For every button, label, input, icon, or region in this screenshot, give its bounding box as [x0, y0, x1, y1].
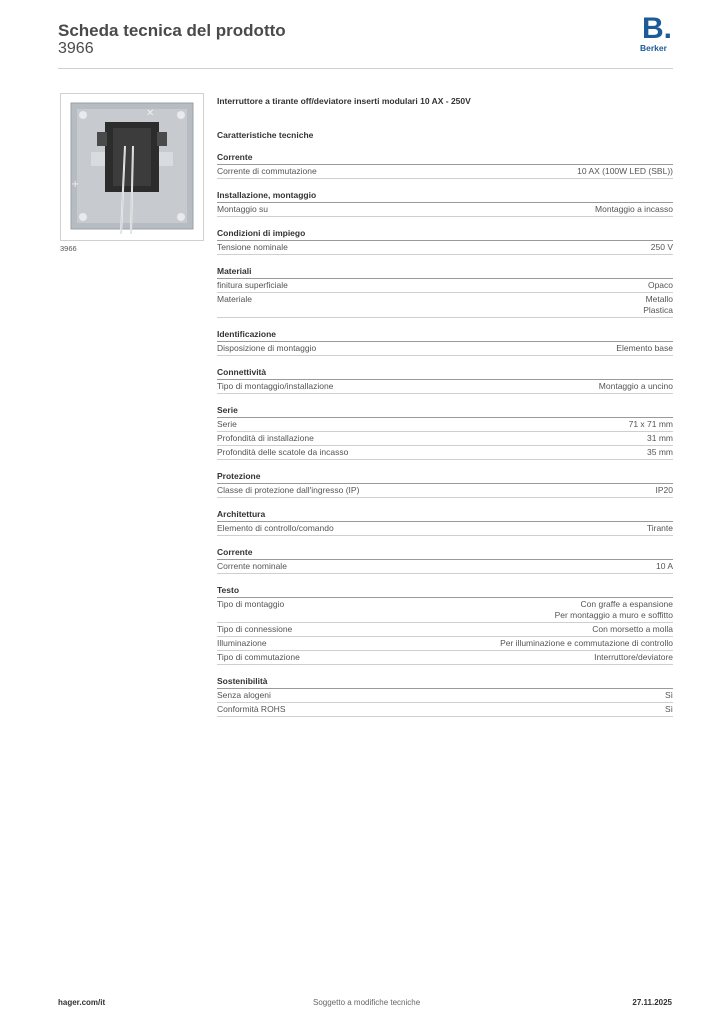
spec-label: Corrente di commutazione	[217, 166, 317, 176]
spec-section	[217, 676, 673, 717]
section-title: Installazione, montaggio	[217, 190, 673, 203]
spec-value	[629, 419, 673, 430]
spec-section	[217, 152, 673, 179]
spec-label: Montaggio su	[217, 204, 269, 214]
spec-section	[217, 585, 673, 665]
spec-row	[217, 446, 673, 460]
spec-row	[217, 342, 673, 356]
spec-value	[577, 166, 673, 177]
spec-sections	[217, 152, 673, 717]
spec-value-line: Sì	[664, 690, 673, 700]
spec-value	[500, 638, 673, 649]
logo-letter: B.	[642, 12, 672, 45]
spec-row	[217, 560, 673, 574]
svg-text:✕: ✕	[146, 108, 155, 119]
product-code: 3966	[58, 40, 94, 57]
berker-logo	[640, 12, 674, 54]
spec-value-line: Per illuminazione e commutazione di controllo	[500, 638, 673, 648]
footer-website: hager.com/it	[58, 998, 106, 1007]
spec-value-line: Montaggio a incasso	[595, 204, 673, 214]
section-title: Materiali	[217, 266, 673, 279]
spec-value-line: Plastica	[643, 305, 673, 315]
spec-row	[217, 432, 673, 446]
spec-section	[217, 190, 673, 217]
spec-value	[555, 599, 673, 621]
spec-value	[651, 242, 673, 253]
spec-label: Elemento di controllo/comando	[217, 523, 334, 533]
spec-value	[595, 204, 673, 215]
spec-row	[217, 651, 673, 665]
spec-label: finitura superficiale	[217, 280, 288, 290]
spec-value-line: Con morsetto a molla	[592, 624, 673, 634]
spec-label: Tipo di connessione	[217, 624, 293, 634]
spec-label: Materiale	[217, 294, 252, 304]
section-title: Serie	[217, 405, 673, 418]
spec-label: Profondità di installazione	[217, 433, 314, 443]
section-title: Protezione	[217, 471, 673, 484]
spec-value	[647, 523, 673, 534]
spec-row	[217, 689, 673, 703]
spec-label: Profondità delle scatole da incasso	[217, 447, 349, 457]
spec-value-line: 10 AX (100W LED (SBL))	[577, 166, 673, 176]
spec-value-line: Interruttore/deviatore	[594, 652, 673, 662]
spec-value-line: 250 V	[650, 242, 673, 252]
spec-section	[217, 547, 673, 574]
spec-value-line: Elemento base	[616, 343, 673, 353]
section-title: Architettura	[217, 509, 673, 522]
spec-value-line: IP20	[655, 485, 673, 495]
section-title: Corrente	[217, 152, 673, 165]
spec-section	[217, 405, 673, 460]
spec-label: Classe di protezione dall'ingresso (IP)	[217, 485, 360, 495]
spec-value-line: 10 A	[655, 561, 673, 571]
spec-value	[665, 704, 673, 715]
spec-section	[217, 367, 673, 394]
section-title: Connettività	[217, 367, 673, 380]
section-title: Corrente	[217, 547, 673, 560]
spec-content	[217, 96, 673, 717]
spec-value	[656, 561, 673, 572]
spec-value-line: Opaco	[647, 280, 673, 290]
spec-label: Corrente nominale	[217, 561, 287, 571]
spec-row	[217, 380, 673, 394]
spec-row	[217, 598, 673, 623]
image-caption: 3966	[60, 244, 77, 253]
spec-label: Senza alogeni	[217, 690, 271, 700]
logo-word: Berker	[640, 43, 667, 53]
spec-value-line: Sì	[664, 704, 673, 714]
spec-section	[217, 509, 673, 536]
spec-value	[616, 343, 673, 354]
spec-label: Conformità ROHS	[217, 704, 286, 714]
spec-value	[665, 690, 673, 701]
spec-value	[647, 433, 673, 444]
product-image	[60, 93, 204, 241]
spec-section	[217, 329, 673, 356]
spec-value-line: 71 x 71 mm	[628, 419, 673, 429]
characteristics-heading: Caratteristiche tecniche	[217, 130, 314, 140]
header-rule	[58, 68, 673, 69]
spec-row	[217, 293, 673, 318]
spec-row	[217, 484, 673, 498]
spec-value-line: Montaggio a uncino	[598, 381, 673, 391]
spec-row	[217, 637, 673, 651]
spec-value	[648, 280, 673, 291]
section-title: Sostenibilità	[217, 676, 673, 689]
spec-label: Tipo di montaggio	[217, 599, 285, 609]
footer-note: Soggetto a modifiche tecniche	[313, 998, 421, 1007]
section-title: Condizioni di impiego	[217, 228, 673, 241]
svg-text:+: +	[71, 179, 80, 190]
spec-value	[599, 381, 673, 392]
spec-section	[217, 266, 673, 318]
footer-date: 27.11.2025	[632, 998, 672, 1007]
spec-value	[647, 447, 673, 458]
spec-row	[217, 165, 673, 179]
spec-row	[217, 203, 673, 217]
spec-value-line: 35 mm	[647, 447, 673, 457]
spec-value-line: Metallo	[645, 294, 673, 304]
spec-row	[217, 279, 673, 293]
spec-label: Disposizione di montaggio	[217, 343, 317, 353]
spec-row	[217, 418, 673, 432]
spec-row	[217, 241, 673, 255]
spec-value	[592, 624, 673, 635]
spec-label: Illuminazione	[217, 638, 267, 648]
spec-value-line: Tirante	[646, 523, 673, 533]
spec-value	[594, 652, 673, 663]
section-title: Identificazione	[217, 329, 673, 342]
spec-label: Serie	[217, 419, 237, 429]
spec-section	[217, 228, 673, 255]
spec-row	[217, 522, 673, 536]
page-title: Scheda tecnica del prodotto	[58, 21, 286, 40]
spec-label: Tipo di commutazione	[217, 652, 300, 662]
spec-value-line: 31 mm	[647, 433, 673, 443]
spec-value	[643, 294, 673, 316]
spec-value-line: Per montaggio a muro e soffitto	[554, 610, 673, 620]
product-title: Interruttore a tirante off/deviatore inserti modulari 10 AX - 250V	[217, 96, 471, 106]
spec-value-line: Con graffe a espansione	[580, 599, 673, 609]
spec-row	[217, 703, 673, 717]
section-title: Testo	[217, 585, 673, 598]
spec-label: Tensione nominale	[217, 242, 288, 252]
spec-section	[217, 471, 673, 498]
spec-row	[217, 623, 673, 637]
spec-label: Tipo di montaggio/installazione	[217, 381, 334, 391]
spec-value	[656, 485, 674, 496]
